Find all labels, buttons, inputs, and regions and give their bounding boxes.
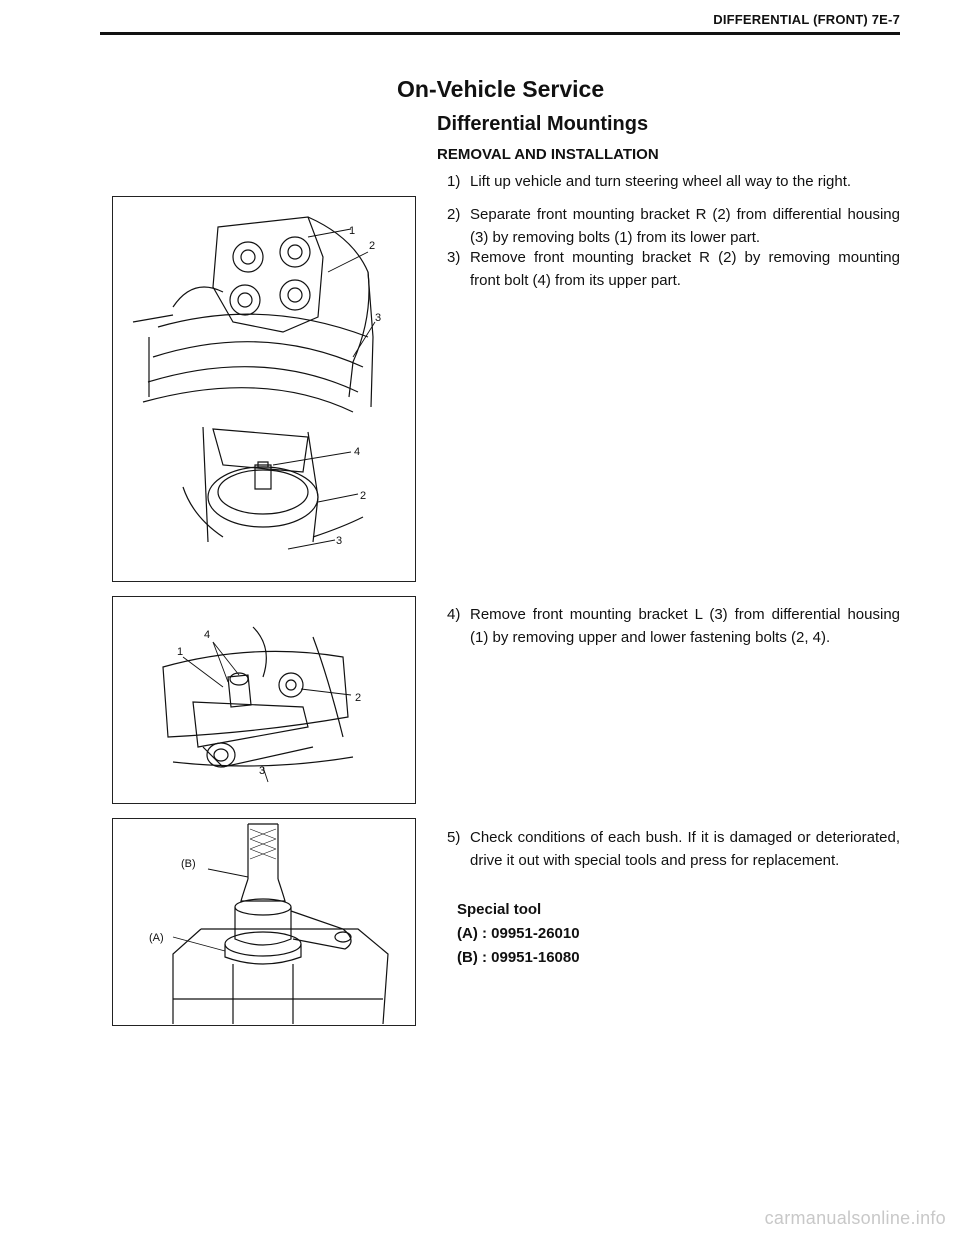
step-4 — [447, 603, 900, 649]
procedure-title: REMOVAL AND INSTALLATION — [437, 146, 659, 163]
step-text: Lift up vehicle and turn steering wheel all way to the right. — [470, 173, 852, 190]
subsection-title: Differential Mountings — [437, 113, 649, 135]
callout-4: 4 — [204, 629, 211, 641]
callout-4: 4 — [354, 446, 361, 458]
callout-2-lower: 2 — [360, 490, 367, 502]
callout-b: (B) — [181, 858, 196, 870]
bracket-l-illustration — [113, 597, 415, 803]
figure-special-tool — [112, 818, 416, 1026]
step-2 — [447, 203, 900, 249]
watermark: carmanualsonline.info — [764, 1208, 946, 1228]
callout-3: 3 — [259, 765, 266, 777]
running-header: DIFFERENTIAL (FRONT) 7E-7 — [713, 12, 900, 27]
callout-3-lower: 3 — [336, 535, 343, 547]
step-3 — [447, 246, 900, 292]
special-tool-block — [457, 898, 580, 970]
figure-bracket-l — [112, 596, 416, 804]
callout-2: 2 — [355, 692, 362, 704]
step-number: 2) — [447, 206, 461, 223]
callout-3: 3 — [375, 312, 382, 324]
special-tool-illustration — [113, 819, 415, 1025]
step-text: Check conditions of each bush. If it is damaged or deteriorated, drive it out with special tools and press for replacement. — [470, 829, 900, 869]
step-number: 4) — [447, 606, 461, 623]
step-5 — [447, 826, 900, 872]
step-1 — [447, 170, 900, 193]
step-text: Separate front mounting bracket R (2) from differential housing (3) by removing bolts (1) from its lower part. — [470, 206, 900, 246]
special-tool-item-a: (A) : 09951-26010 — [457, 925, 580, 942]
callout-1: 1 — [177, 646, 184, 658]
special-tool-label: Special tool — [457, 901, 542, 918]
step-number: 1) — [447, 173, 461, 190]
step-text: Remove front mounting bracket L (3) from differential housing (1) by removing upper and lower fastening bolts (2, 4). — [470, 606, 900, 646]
callout-a: (A) — [149, 932, 164, 944]
step-number: 5) — [447, 829, 461, 846]
bracket-r-illustration — [113, 197, 415, 581]
special-tool-item-b: (B) : 09951-16080 — [457, 949, 580, 966]
callout-1: 1 — [349, 225, 356, 237]
figure-bracket-r — [112, 196, 416, 582]
step-number: 3) — [447, 249, 461, 266]
section-title: On-Vehicle Service — [397, 76, 605, 102]
header-rule — [100, 32, 900, 35]
callout-2: 2 — [369, 240, 376, 252]
step-text: Remove front mounting bracket R (2) by removing mounting front bolt (4) from its upper part. — [470, 249, 900, 289]
